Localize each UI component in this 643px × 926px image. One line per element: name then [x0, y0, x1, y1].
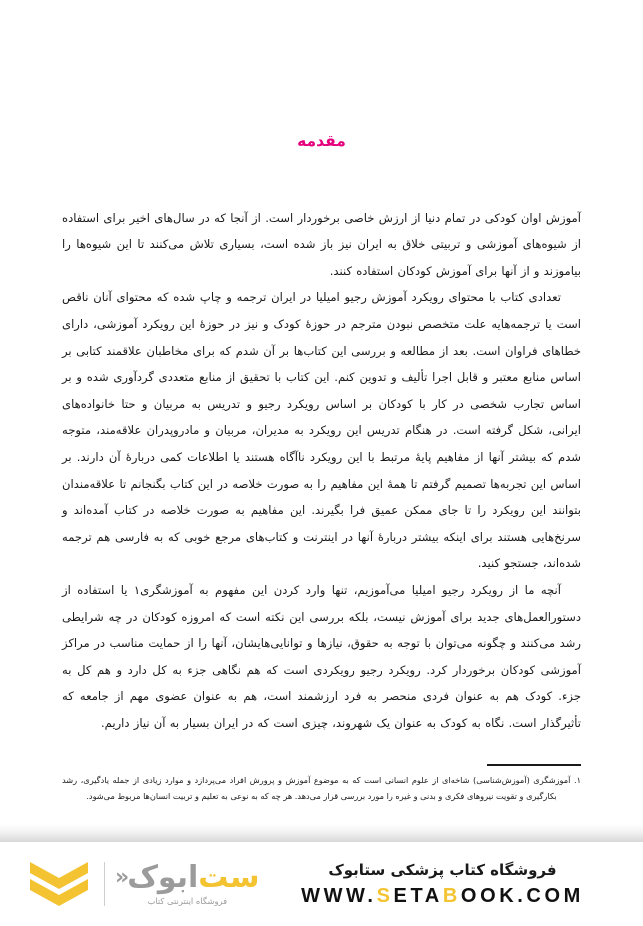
- logo-name: [115, 859, 260, 895]
- url-part-www: WWW.: [301, 884, 377, 907]
- url-part-eta: ETA: [393, 884, 443, 907]
- logo-name-rest: ابوک: [127, 859, 199, 895]
- site-footer-watermark: [0, 842, 643, 926]
- footer-tagline-fa: فروشگاه کتاب پزشکی ستابوک: [328, 861, 557, 880]
- body-text: [62, 205, 581, 737]
- paragraph-2: تعدادی کتاب با محتوای رویکرد آموزش رجیو امیلیا در ایران ترجمه و چاپ شده که محتوای آنان ناقص است یا ترجمه‌هایه علت متخصص نبودن مترجم در حوزهٔ کودک و نیز در حوزهٔ این رویکرد آموزشی، دارای خطاهای فراوان است. بعد از مطالعه و بررسی این کتاب‌ها بر آن شدم که برای مخاطبان علاقمند کتابی بر اساس منابع معتبر و قابل اجرا تألیف و تدوین کنم. این کتاب با تحقیق از منابع متعددی گردآوری شده و بر اساس تجارب شخصی در کار با کودکان بر اساس رویکرد رجیو و تدریس به مربیان و حتا خانواده‌های ایرانی، شکل گرفته است. در هنگام تدریس این رویکرد به مدیران، مربیان و مادروپدران علاقه‌مند، متوجه شدم که بیشتر آنها از مفاهیم پایهٔ مرتبط با این رویکرد ناآگاه هستند یا اطلاعات کمی دربارهٔ آن دارند. بر اساس این تجربه‌ها تصمیم گرفتم تا همهٔ این مفاهیم را به صورت خلاصه در این کتاب بگنجانم تا علاقه‌مندان بتوانند این رویکرد را تا جای ممکن عمیق فرا بگیرند. این مفاهیم به صورت خلاصه در کتاب آمده‌اند و سرنخ‌هایی هستند برای اینکه بیشتر دربارهٔ آنها در اینترنت و کتاب‌های مرجع خوبی که به فارسی هم ترجمه شده‌اند، جستجو کنید.: [62, 290, 581, 571]
- setabook-logo[interactable]: [24, 857, 262, 911]
- logo-name-highlight: ست: [198, 859, 260, 895]
- footnote: [62, 764, 581, 804]
- logo-tagline: فروشگاه اینترنتی کتاب: [147, 895, 228, 906]
- footnote-separator-rule: [487, 764, 581, 766]
- footnote-text: ۱. آموزشگری (آموزش‌شناسی) شاخه‌ای از علوم انسانی است که به موضوع آموزش و پرورش افراد می‌پردازد و موارد زیادی از جمله یادگیری، رشد بکارگیری و تقویت نیروهای فکری و بدنی و غیره را مورد بررسی قرار می‌دهد. هر چه که به نوعی به تعلیم و تربیت انسان‌ها مربوط می‌شود.: [62, 775, 581, 801]
- url-part-ookcom: OOK.COM: [460, 884, 584, 907]
- logo-chevron-icon: «: [115, 864, 127, 890]
- footer-website-url[interactable]: [268, 885, 617, 908]
- footer-brand-text: [262, 860, 617, 907]
- url-part-b: B: [442, 884, 461, 907]
- page-footer-separator: [0, 824, 643, 842]
- url-part-s: S: [376, 884, 394, 907]
- setabook-chevron-mark-icon: [24, 857, 94, 911]
- logo-divider: [104, 862, 105, 906]
- logo-wordmark: [115, 859, 262, 906]
- page-title: مقدمه: [297, 132, 346, 150]
- paragraph-1: آموزش اوان کودکی در تمام دنیا از ارزش خاصی برخوردار است. از آنجا که در سال‌های اخیر برای استفاده از شیوه‌های آموزشی و تربیتی خلاق به ایران نیز باز شده است، بسیاری تلاش می‌کنند تا این شیوه‌ها را بیاموزند و از آنها برای آموزش کودکان استفاده کنند.: [62, 210, 581, 278]
- paragraph-3: آنچه ما از رویکرد رجیو امیلیا می‌آموزیم، تنها وارد کردن این مفهوم به آموزشگری۱ یا استفاده از دستورالعمل‌های جدید برای آموزش نیست، بلکه بررسی این نکته است که امروزه کودکان در چه شرایطی رشد می‌کنند و چگونه می‌توان با توجه به حقوق، نیازها و توانایی‌هایشان، آنها را از حمایت مناسب در مراکز آموزشی کودکان برخوردار کرد. رویکرد رجیو رویکردی است که هم نگاهی جزء به کل دارد و هم کل به جزء. کودک هم به عنوان فردی منحصر به فرد ارزشمند است، هم به عنوان عضوی مهم از جامعه که تأثیرگذار است. نگاه به کودک به عنوان یک شهروند، چیزی است که در ایران بسیار به آن نیاز داریم.: [62, 582, 581, 730]
